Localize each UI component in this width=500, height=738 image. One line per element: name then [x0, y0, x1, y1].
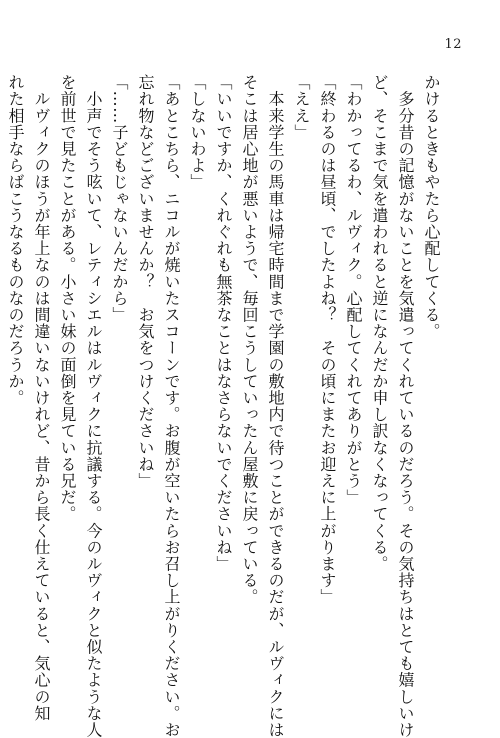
text-line: 小声でそう呟いて、レティシエルはルヴィクに抗議する。今のルヴィクと似たような人 [84, 74, 103, 738]
text-line: れた相手ならばこうなるものなのだろうか。 [6, 74, 25, 406]
text-line: 多分昔の記憶がないことを気遣ってくれているのだろう。その気持ちはとても嬉しいけ [396, 74, 415, 738]
text-line: を前世で見たことがある。小さい妹の面倒を見ている兄だ。 [58, 74, 77, 523]
text-line: 「終わるのは昼頃、でしたよね？ その頃にまたお迎えに上がります」 [318, 74, 337, 606]
text-line: 「あとこちら、ニコルが焼いたスコーンです。お腹が空いたらお召し上がりください。お [162, 74, 181, 738]
page-number: 12 [444, 37, 462, 52]
text-line: 忘れ物などございませんか？ お気をつけくださいね」 [136, 74, 155, 489]
text-line: 「しないわよ」 [188, 74, 207, 191]
text-line: 本来学生の馬車は帰宅時間まで学園の敷地内で待つことができるのだが、ルヴィクには [266, 74, 285, 738]
text-line: ルヴィクのほうが年上なのは間違いないけれど、昔から長く仕えていると、気心の知 [32, 74, 51, 722]
text-line: ど、そこまで気を遣われると逆になんだか申し訳なくなってくる。 [370, 74, 389, 572]
text-line: そこは居心地が悪いようで、毎回こうしていったん屋敷に戻っている。 [240, 74, 259, 606]
text-line: 「……子どもじゃないんだから」 [110, 74, 129, 323]
text-line: 「わかってるわ、ルヴィク。心配してくれてありがとう」 [344, 74, 363, 506]
text-line: 「ええ」 [292, 74, 311, 141]
text-line: かけるときもやたら心配してくる。 [422, 74, 441, 340]
vertical-text-block [6, 74, 444, 738]
text-line: 「いいですか、くれぐれも無茶なことはなさらないでくださいね」 [214, 74, 233, 572]
